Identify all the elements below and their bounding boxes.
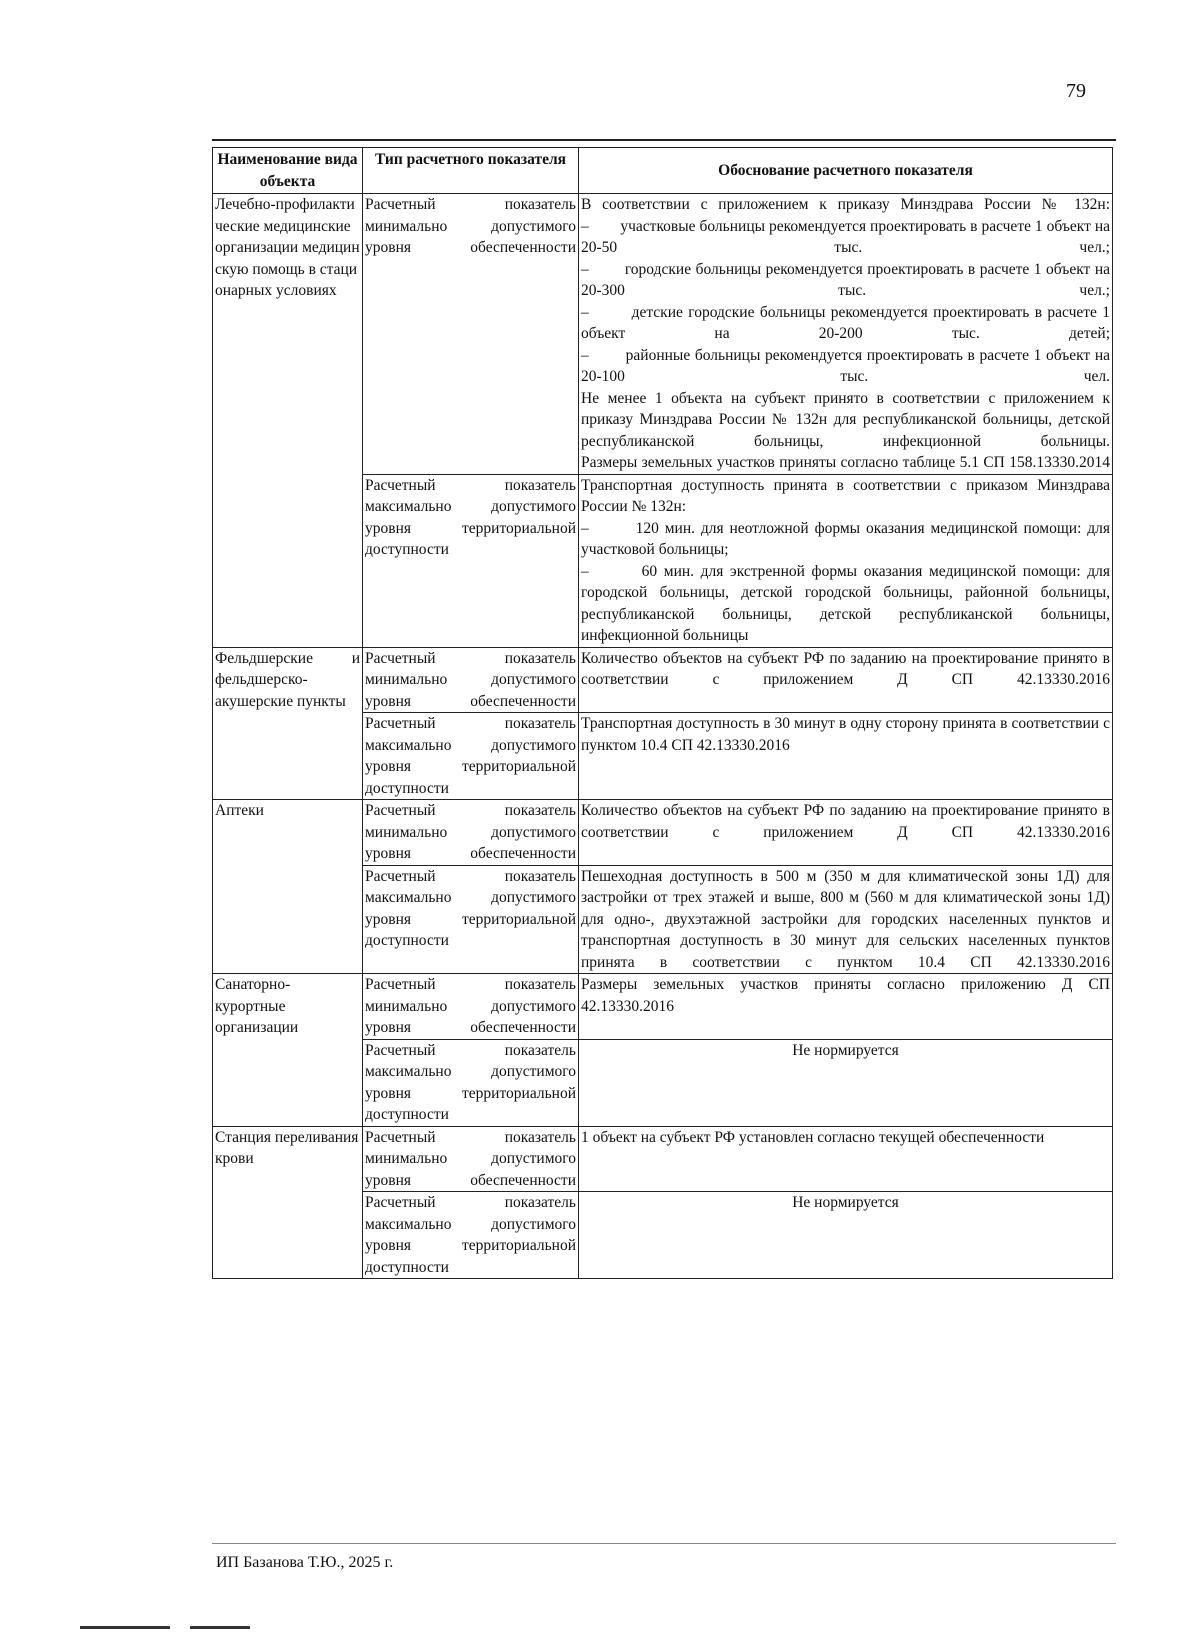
justification-min-pharmacy: Количество объектов на субъект РФ по заданию на проектирование принято в соответствии с приложением Д СП 42.13330.2016 xyxy=(579,800,1113,866)
justification-max-feldsher: Транспортная доступность в 30 минут в одну сторону принята в соответствии с пунктом 10.4 СП 42.13330.2016 xyxy=(579,713,1113,800)
scan-artifact xyxy=(80,1626,170,1629)
justification-max-hospitals xyxy=(579,474,1113,647)
object-name-feldsher xyxy=(213,647,363,800)
list-item-text: участковые больницы рекомендуется проектировать в расчете 1 объект на 20-50 тыс. чел.; xyxy=(581,217,1110,256)
justification-max-sanatorium: Не нормируется xyxy=(579,1039,1113,1126)
indicator-max-pharmacy: Расчетный показатель максимально допустимого уровня территориальной доступности xyxy=(363,865,579,974)
justification-min-feldsher: Количество объектов на субъект РФ по заданию на проектирование принято в соответствии с приложением Д СП 42.13330.2016 xyxy=(579,647,1113,713)
table-row xyxy=(213,974,1113,1040)
indicator-max-blood: Расчетный показатель максимально допустимого уровня территориальной доступности xyxy=(363,1192,579,1279)
object-name-text: Фельдшерские и фельдшерско-акушерские пункты xyxy=(215,649,360,710)
indicator-min-sanatorium: Расчетный показатель минимально допустимого уровня обеспеченности xyxy=(363,974,579,1040)
justification-min-hospitals xyxy=(579,194,1113,475)
list-item-text: городские больницы рекомендуется проектировать в расчете 1 объект на 20-300 тыс. чел.; xyxy=(581,260,1110,299)
header-rule xyxy=(212,139,1116,141)
list-item: – детские городские больницы рекомендуется проектировать в расчете 1 объект на 20-200 тыс. детей; xyxy=(581,303,1110,342)
header-indicator-type: Тип расчетного показателя xyxy=(363,148,579,194)
list-item: – городские больницы рекомендуется проектировать в расчете 1 объект на 20-300 тыс. чел.; xyxy=(581,260,1110,299)
object-name-sanatorium: Санаторно-курортные организации xyxy=(213,974,363,1127)
indicator-min-blood: Расчетный показатель минимально допустимого уровня обеспеченности xyxy=(363,1126,579,1192)
object-name-blood: Станция переливания крови xyxy=(213,1126,363,1279)
list-item-text: районные больницы рекомендуется проектировать в расчете 1 объект на 20-100 тыс. чел. xyxy=(581,346,1110,385)
object-name-text: Лечебно-профилактические медицинские организации медицинскую помощь в стационарных условиях xyxy=(215,196,360,299)
indicators-table xyxy=(212,147,1113,1279)
justification-max-blood: Не нормируется xyxy=(579,1192,1113,1279)
table-row xyxy=(213,194,1113,475)
scan-artifact xyxy=(190,1626,250,1629)
list-item: – 120 мин. для неотложной формы оказания медицинской помощи: для участковой больницы; xyxy=(581,519,1110,558)
justification-intro: В соответствии с приложением к приказу Минздрава России № 132н: xyxy=(581,196,1110,213)
justification-paragraph: Не менее 1 объекта на субъект принято в соответствии с приложением к приказу Минздрава России № 132н для республиканской больницы, детской республиканской больницы, инфекционной больницы. xyxy=(581,389,1110,450)
list-item: – 60 мин. для экстренной формы оказания медицинской помощи: для городской больницы, детской городской больницы, районной больницы, республиканской больницы, детской республиканской больницы, инфекционной больницы xyxy=(581,562,1111,644)
list-item: – районные больницы рекомендуется проектировать в расчете 1 объект на 20-100 тыс. чел. xyxy=(581,346,1110,385)
footer-text: ИП Базанова Т.Ю., 2025 г. xyxy=(216,1554,394,1571)
justification-min-sanatorium: Размеры земельных участков приняты согласно приложению Д СП 42.13330.2016 xyxy=(579,974,1113,1040)
justification-intro: Транспортная доступность принята в соответствии с приказом Минздрава России № 132н: xyxy=(581,476,1110,515)
table-row xyxy=(213,647,1113,713)
header-justification: Обоснование расчетного показателя xyxy=(579,148,1113,194)
justification-paragraph: Размеры земельных участков приняты согласно таблице 5.1 СП 158.13330.2014 xyxy=(581,454,1110,471)
indicator-min-pharmacy: Расчетный показатель минимально допустимого уровня обеспеченности xyxy=(363,800,579,866)
table-row xyxy=(213,800,1113,866)
indicator-max-hospitals: Расчетный показатель максимально допустимого уровня территориальной доступности xyxy=(363,474,579,647)
object-name-pharmacy: Аптеки xyxy=(213,800,363,974)
object-name-hospitals xyxy=(213,194,363,648)
list-item-text: 120 мин. для неотложной формы оказания медицинской помощи: для участковой больницы; xyxy=(581,519,1110,558)
indicator-max-feldsher: Расчетный показатель максимально допустимого уровня территориальной доступности xyxy=(363,713,579,800)
justification-min-blood: 1 объект на субъект РФ установлен согласно текущей обеспеченности xyxy=(579,1126,1113,1192)
footer-rule xyxy=(212,1543,1116,1544)
list-item-text: 60 мин. для экстренной формы оказания медицинской помощи: для городской больницы, детской городской больницы, районной больницы, республиканской больницы, детской республиканской больницы, инфекционной больницы xyxy=(581,562,1111,644)
page-number: 79 xyxy=(1066,80,1086,102)
header-object-type: Наименование вида объекта xyxy=(213,148,363,194)
table-row xyxy=(213,1126,1113,1192)
table-header-row xyxy=(213,148,1113,194)
justification-max-pharmacy: Пешеходная доступность в 500 м (350 м для климатической зоны 1Д) для застройки от трех этажей и выше, 800 м (560 м для климатической зоны 1Д) для одно-, двухэтажной застройки для городских населенных пунктов и транспортная доступность в 30 минут для сельских населенных пунктов принята в соответствии с пунктом 10.4 СП 42.13330.2016 xyxy=(579,865,1113,974)
list-item: – участковые больницы рекомендуется проектировать в расчете 1 объект на 20-50 тыс. чел.; xyxy=(581,217,1110,256)
list-item-text: детские городские больницы рекомендуется проектировать в расчете 1 объект на 20-200 тыс. детей; xyxy=(581,303,1110,342)
indicator-min-hospitals: Расчетный показатель минимально допустимого уровня обеспеченности xyxy=(363,194,579,475)
indicator-min-feldsher: Расчетный показатель минимально допустимого уровня обеспеченности xyxy=(363,647,579,713)
indicator-max-sanatorium: Расчетный показатель максимально допустимого уровня территориальной доступности xyxy=(363,1039,579,1126)
